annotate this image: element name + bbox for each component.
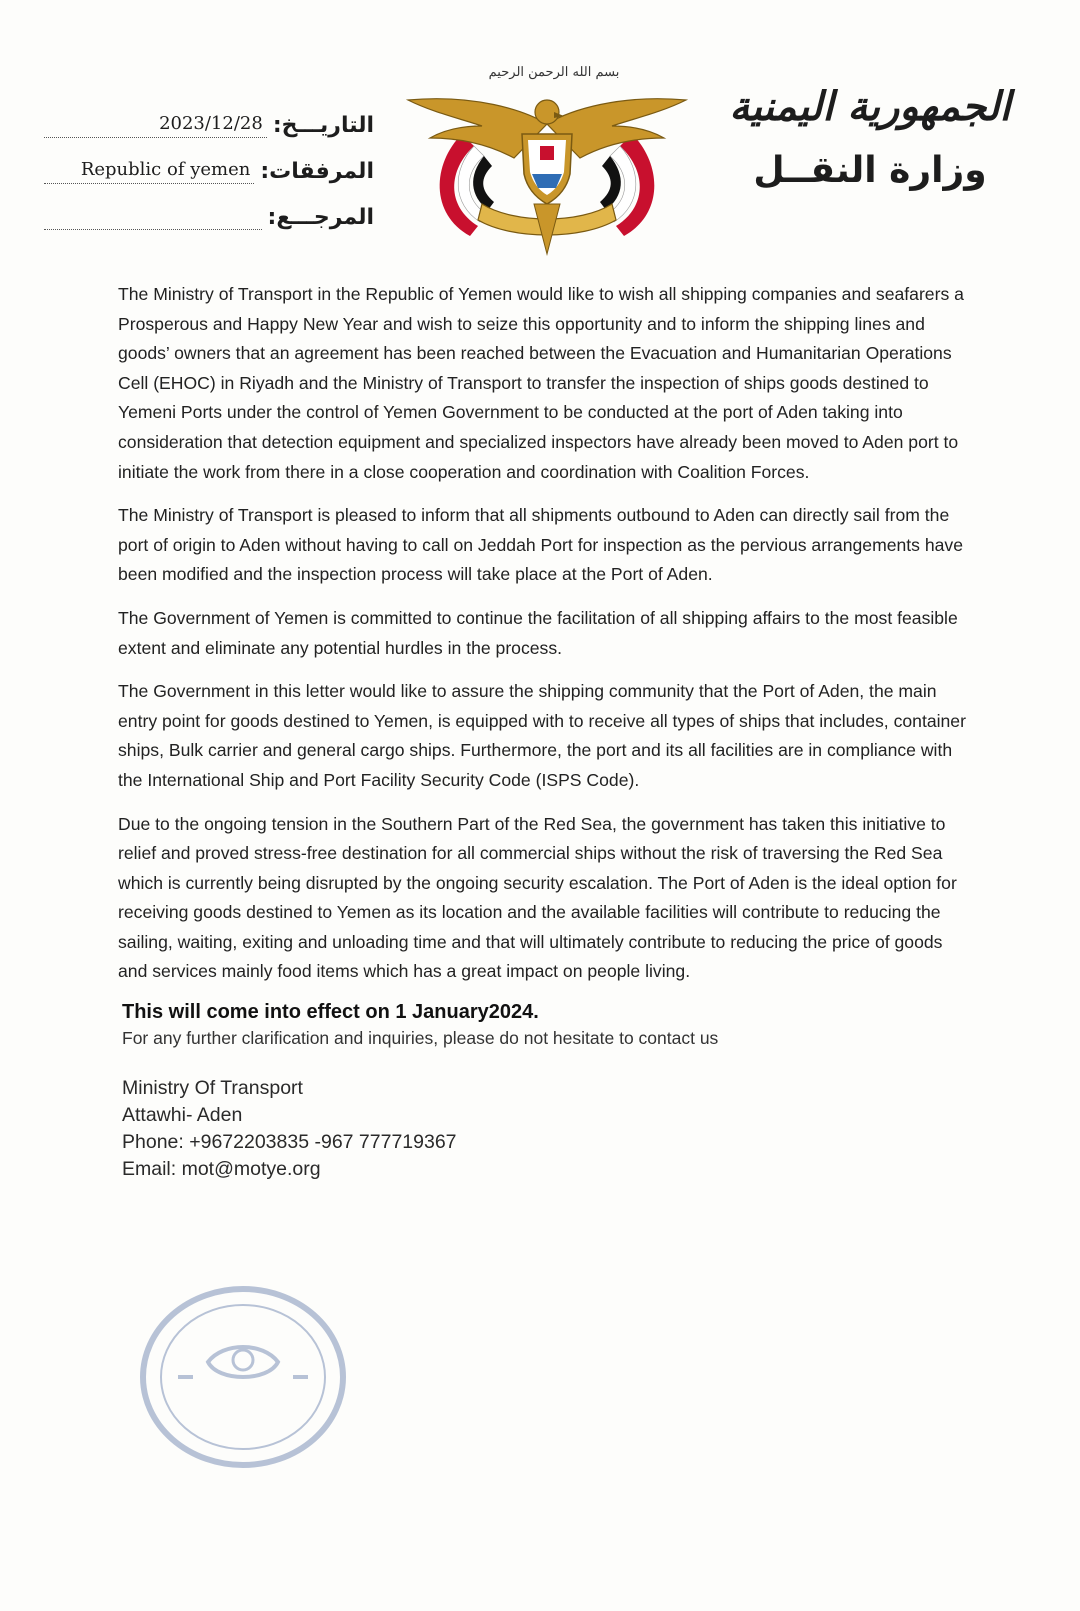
reference-value xyxy=(44,205,262,230)
ministry-title-ar: وزارة النقــل xyxy=(753,150,987,191)
ministry-stamp-icon xyxy=(138,1282,348,1472)
paragraph-1: The Ministry of Transport in the Republic of Yemen would like to wish all shipping companies and seafarers a Prosperous and Happy New Year and wish to seize this opportunity and to inform the shipping lines and goods’ owners that an agreement has been reached between the Evacuation and Humanitarian Operations Cell (EHOC) in Riyadh and the Ministry of Transport to transfer the inspection of ships goods destined to Yemeni Ports under the control of Yemen Government to be conducted at the port of Aden taking into consideration that detection equipment and specialized inspectors have already been moved to Aden port to initiate the work from there in a close cooperation and coordination with Coalition Forces. xyxy=(118,284,964,482)
paragraph-2: The Ministry of Transport is pleased to inform that all shipments outbound to Aden can directly sail from the port of origin to Aden without having to call on Jeddah Port for inspection as the pervious arrangements have been modified and the inspection process will take place at the Port of Aden. xyxy=(118,505,964,585)
paragraph-4: The Government in this letter would like to assure the shipping community that the Port of Aden, the main entry point for goods destined to Yemen, is equipped with to receive all types of ships that includes, container ships, Bulk carrier and general cargo ships. Furthermore, the port and its all facilities are in compliance with the International Ship and Port Facility Security Code (ISPS Code). xyxy=(118,681,966,790)
signature-email: Email: mot@motye.org xyxy=(122,1158,321,1181)
contact-note: For any further clarification and inquiries, please do not hesitate to contact us xyxy=(122,1028,719,1049)
date-label: التاريـــخ: xyxy=(272,113,374,138)
signature-phone: Phone: +9672203835 -967 777719367 xyxy=(122,1131,457,1154)
date-row xyxy=(44,92,374,138)
signature-block xyxy=(122,1075,970,1183)
effective-date: This will come into effect on 1 January2024. xyxy=(122,1001,539,1024)
reference-label: المرجـــع: xyxy=(267,205,374,230)
letter-meta xyxy=(44,92,374,230)
signature-ministry: Ministry Of Transport xyxy=(122,1077,303,1100)
signature-address: Attawhi- Aden xyxy=(122,1104,243,1127)
attachments-value: Republic of yemen xyxy=(44,159,254,184)
letter-body xyxy=(118,280,970,1183)
yemen-eagle-emblem-icon xyxy=(404,54,690,264)
republic-title-ar: الجمهورية اليمنية xyxy=(729,83,1011,130)
basmala: بسم الله الرحمن الرحيم xyxy=(488,65,620,80)
date-value: 2023/12/28 xyxy=(44,113,267,138)
attachments-label: المرفقات: xyxy=(260,159,374,184)
arabic-header xyxy=(720,80,1020,202)
attachments-row xyxy=(44,138,374,184)
paragraph-5: Due to the ongoing tension in the Southern Part of the Red Sea, the government has taken this initiative to relief and proved stress-free destination for all commercial ships without the risk of traversing the Red Sea which is currently being disrupted by the ongoing security escalation. The Port of Aden is the ideal option for receiving goods destined to Yemen as its location and the available facilities will contribute to reducing the sailing, waiting, exiting and unloading time and that will ultimately contribute to reducing the price of goods and services mainly food items which has a great impact on people living. xyxy=(118,813,957,982)
paragraph-3: The Government of Yemen is committed to continue the facilitation of all shipping affairs to the most feasible extent and eliminate any potential hurdles in the process. xyxy=(118,607,958,658)
reference-row xyxy=(44,184,374,230)
